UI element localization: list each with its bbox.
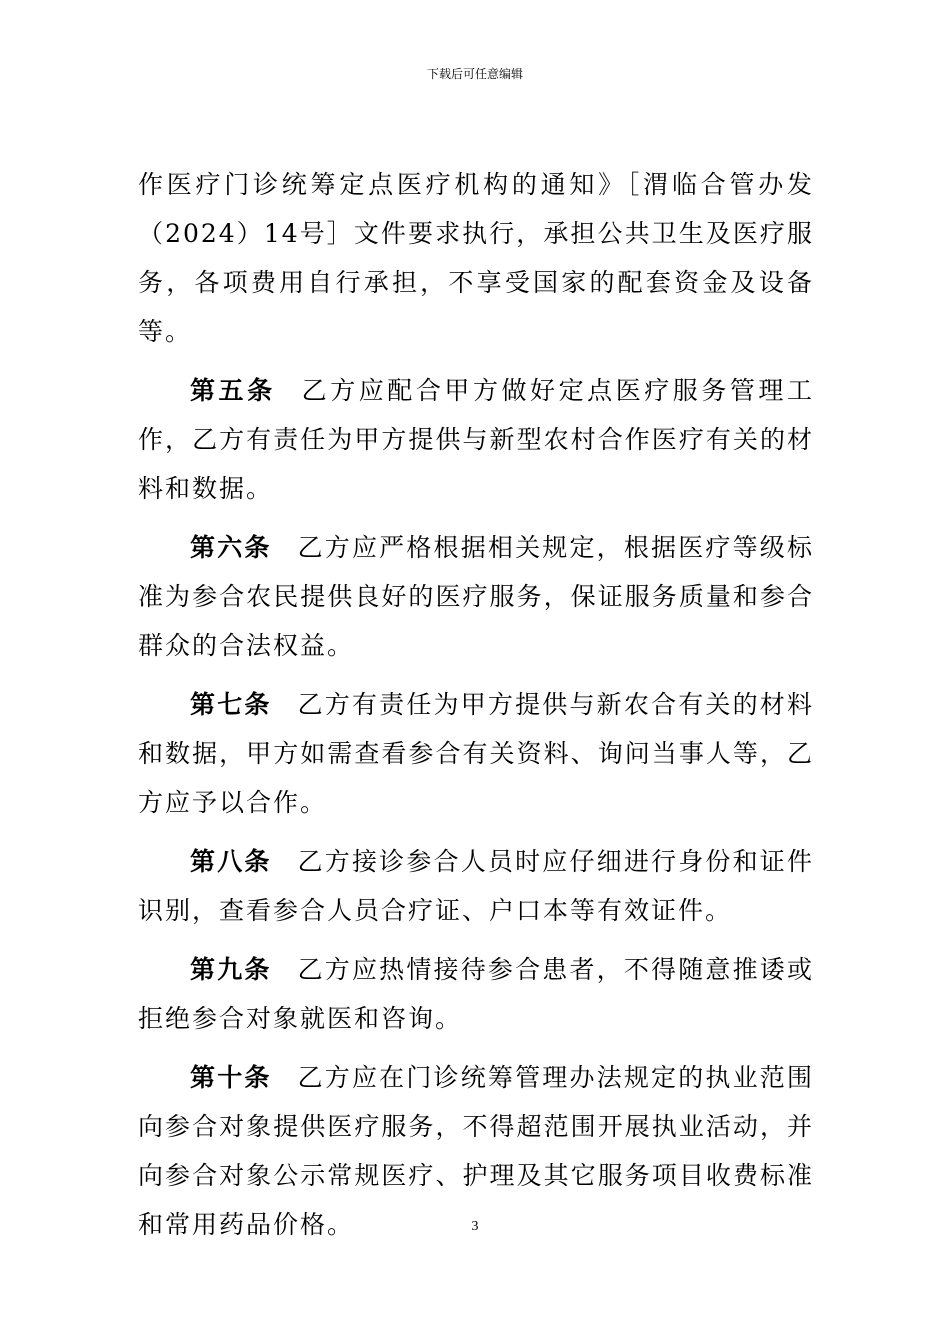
- article-text: 乙方应在门诊统筹管理办法规定的执业范围向参合对象提供医疗服务，不得超范围开展执业活动，并向参合对象公示常规医疗、护理及其它服务项目收费标准和常用药品价格。: [138, 1063, 814, 1239]
- paragraph-text: 作医疗门诊统筹定点医疗机构的通知》［渭临合管办发（2024）14号］文件要求执行，承担公共卫生及医疗服务，各项费用自行承担，不享受国家的配套资金及设备等。: [138, 170, 814, 346]
- article-title: 第八条: [190, 847, 272, 876]
- page-header: 下载后可任意编辑: [426, 67, 523, 81]
- article-6: [138, 523, 814, 670]
- article-8: [138, 837, 814, 935]
- article-text: 乙方有责任为甲方提供与新农合有关的材料和数据，甲方如需查看参合有关资料、询问当事人等，乙方应予以合作。: [138, 690, 814, 817]
- article-title: 第五条: [190, 376, 276, 405]
- article-title: 第六条: [190, 533, 272, 562]
- article-text: 乙方接诊参合人员时应仔细进行身份和证件识别，查看参合人员合疗证、户口本等有效证件。: [138, 847, 814, 925]
- article-7: [138, 680, 814, 827]
- article-text: 乙方应严格根据相关规定，根据医疗等级标准为参合农民提供良好的医疗服务，保证服务质量和参合群众的合法权益。: [138, 533, 814, 660]
- article-5: [138, 366, 814, 513]
- document-body: [138, 160, 814, 1259]
- article-title: 第九条: [190, 955, 272, 984]
- article-9: [138, 945, 814, 1043]
- article-text: 乙方应配合甲方做好定点医疗服务管理工作，乙方有责任为甲方提供与新型农村合作医疗有关的材料和数据。: [138, 376, 814, 503]
- article-text: 乙方应热情接待参合患者，不得随意推诿或拒绝参合对象就医和咨询。: [138, 955, 814, 1033]
- article-title: 第七条: [190, 690, 272, 719]
- article-title: 第十条: [190, 1063, 272, 1092]
- page-number: 3: [471, 1219, 479, 1234]
- paragraph-continued: [138, 160, 814, 356]
